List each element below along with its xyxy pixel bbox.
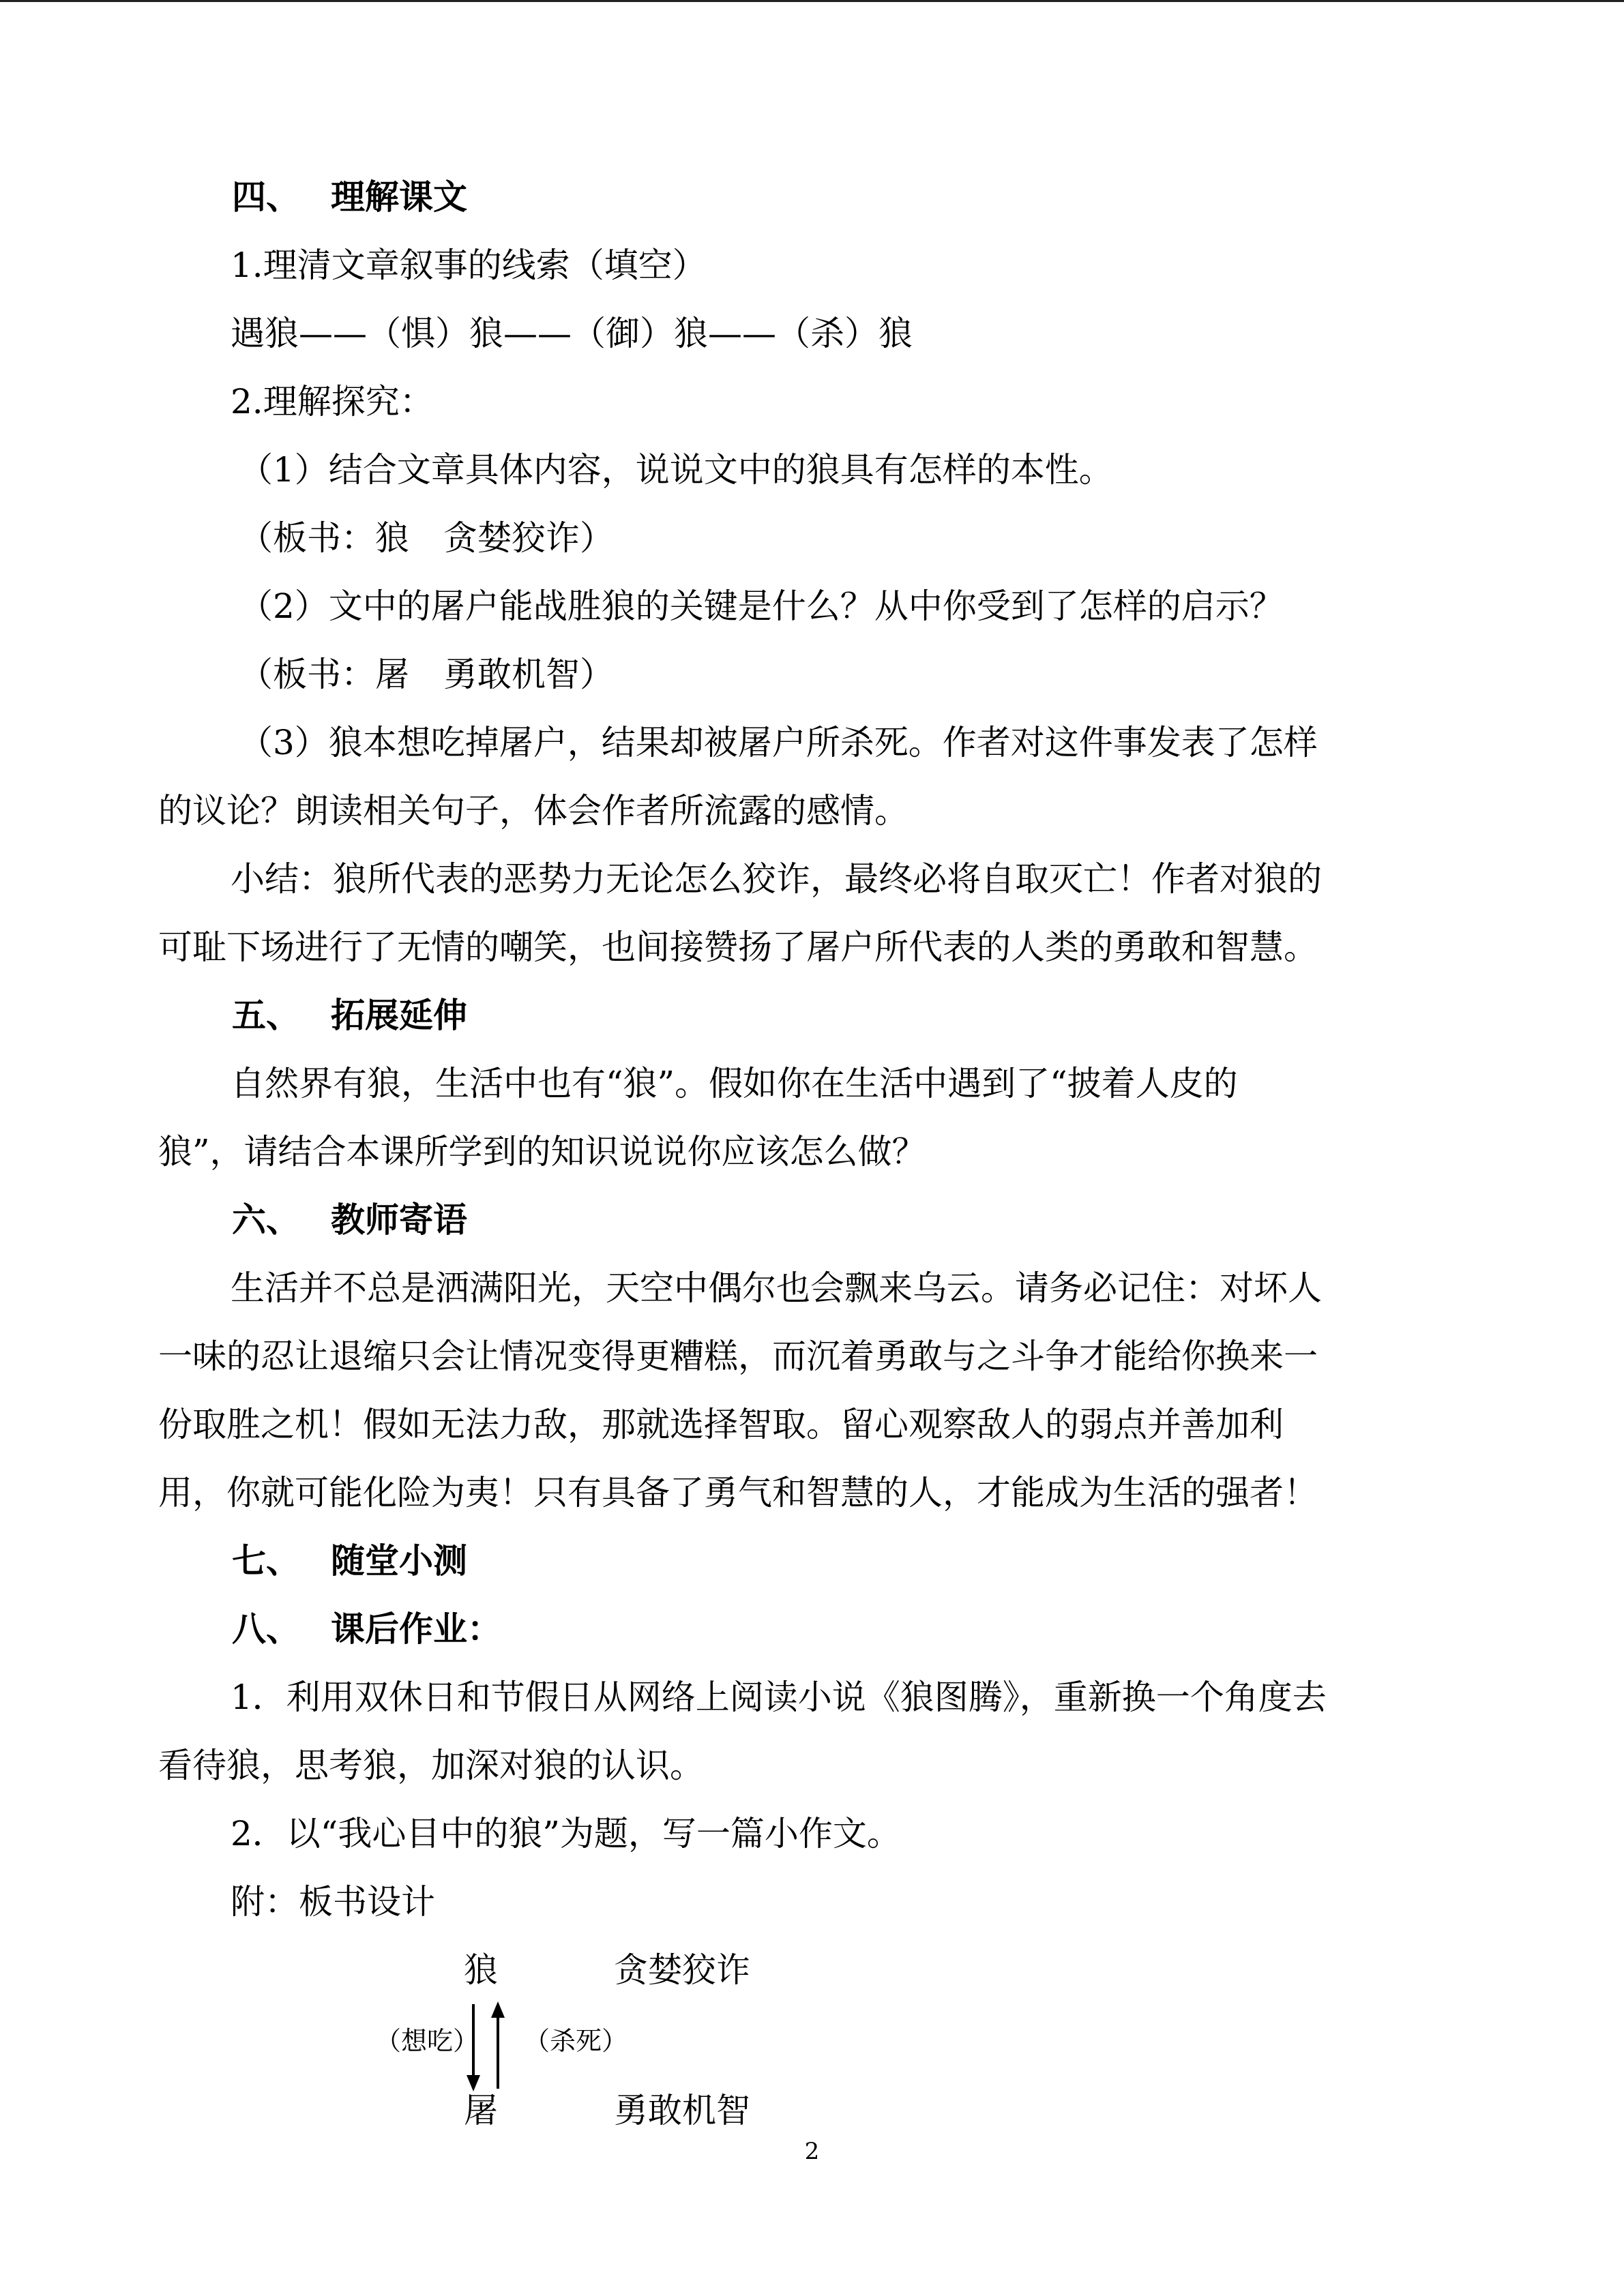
- page-number: 2: [804, 2138, 820, 2165]
- section-4-title: 理解课文: [331, 177, 467, 217]
- section-8-number: 八、: [232, 1609, 300, 1649]
- s6-line-2: 一味的忍让退缩只会让情况变得更糟糕，而沉着勇敢与之斗争才能给你换来一: [158, 1337, 1318, 1376]
- s5-line-1: 自然界有狼，生活中也有“狼”。假如你在生活中遇到了“披着人皮的: [231, 1064, 1238, 1103]
- s6-line-1: 生活并不总是洒满阳光，天空中偶尔也会飘来乌云。请务必记住：对坏人: [231, 1268, 1322, 1308]
- arrow-up-icon: [491, 2001, 505, 2089]
- s4-item-1-answer: 遇狼——（惧）狼——（御）狼——（杀）狼: [231, 314, 913, 353]
- section-6-heading: [232, 1199, 467, 1240]
- section-5-heading: [232, 995, 467, 1036]
- s4-question-1: （1）结合文章具体内容，说说文中的狼具有怎样的本性。: [239, 450, 1113, 490]
- board-butcher-trait: 勇敢机智: [614, 2091, 750, 2130]
- s4-item-2: 2.理解探究：: [231, 382, 434, 421]
- s4-question-2: （2）文中的屠户能战胜狼的关键是什么？从中你受到了怎样的启示？: [239, 586, 1284, 626]
- s8-homework-1-line-2: 看待狼，思考狼，加深对狼的认识。: [158, 1746, 704, 1785]
- arrow-down-icon: [467, 2004, 480, 2091]
- section-7-title: 随堂小测: [331, 1540, 467, 1581]
- s8-homework-1-line-1: 1．利用双休日和节假日从网络上阅读小说《狼图腾》，重新换一个角度去: [231, 1678, 1327, 1717]
- s5-line-2: 狼”，请结合本课所学到的知识说说你应该怎么做？: [158, 1132, 926, 1172]
- section-8-heading: [232, 1609, 501, 1650]
- s8-homework-2: 2．以“我心目中的狼”为题，写一篇小作文。: [231, 1814, 901, 1853]
- s4-question-2-board: （板书：屠 勇敢机智）: [239, 655, 614, 694]
- s4-question-3-line-2: 的议论？朗读相关句子，体会作者所流露的感情。: [158, 791, 909, 831]
- section-7-number: 七、: [232, 1540, 300, 1581]
- board-wolf-char: 狼: [464, 1950, 498, 1990]
- s4-question-3-line-1: （3）狼本想吃掉屠户，结果却被屠户所杀死。作者对这件事发表了怎样: [239, 723, 1318, 762]
- appendix-label: 附：板书设计: [231, 1882, 435, 1922]
- board-note-want-to-eat: （想吃）: [375, 2026, 479, 2056]
- s4-summary-line-2: 可耻下场进行了无情的嘲笑，也间接赞扬了屠户所代表的人类的勇敢和智慧。: [158, 927, 1318, 967]
- section-8-title: 课后作业：: [331, 1609, 501, 1649]
- s6-line-4: 用，你就可能化险为夷！只有具备了勇气和智慧的人，才能成为生活的强者！: [158, 1473, 1318, 1512]
- board-butcher-char: 屠: [464, 2091, 498, 2130]
- board-arrows: [458, 1999, 513, 2094]
- s4-question-1-board: （板书：狼 贪婪狡诈）: [239, 518, 614, 558]
- board-wolf-trait: 贪婪狡诈: [614, 1950, 750, 1990]
- section-7-heading: [232, 1540, 467, 1581]
- section-4-heading: [232, 177, 467, 218]
- s4-item-1: 1.理清文章叙事的线索（填空）: [231, 245, 707, 285]
- section-6-number: 六、: [232, 1199, 300, 1240]
- section-5-title: 拓展延伸: [331, 995, 467, 1035]
- s6-line-3: 份取胜之机！假如无法力敌，那就选择智取。留心观察敌人的弱点并善加利: [158, 1405, 1284, 1444]
- section-4-number: 四、: [232, 177, 300, 217]
- s4-summary-line-1: 小结：狼所代表的恶势力无论怎么狡诈，最终必将自取灭亡！作者对狼的: [231, 859, 1322, 899]
- section-6-title: 教师寄语: [331, 1199, 467, 1240]
- section-5-number: 五、: [232, 995, 300, 1035]
- board-note-killed: （杀死）: [524, 2026, 628, 2056]
